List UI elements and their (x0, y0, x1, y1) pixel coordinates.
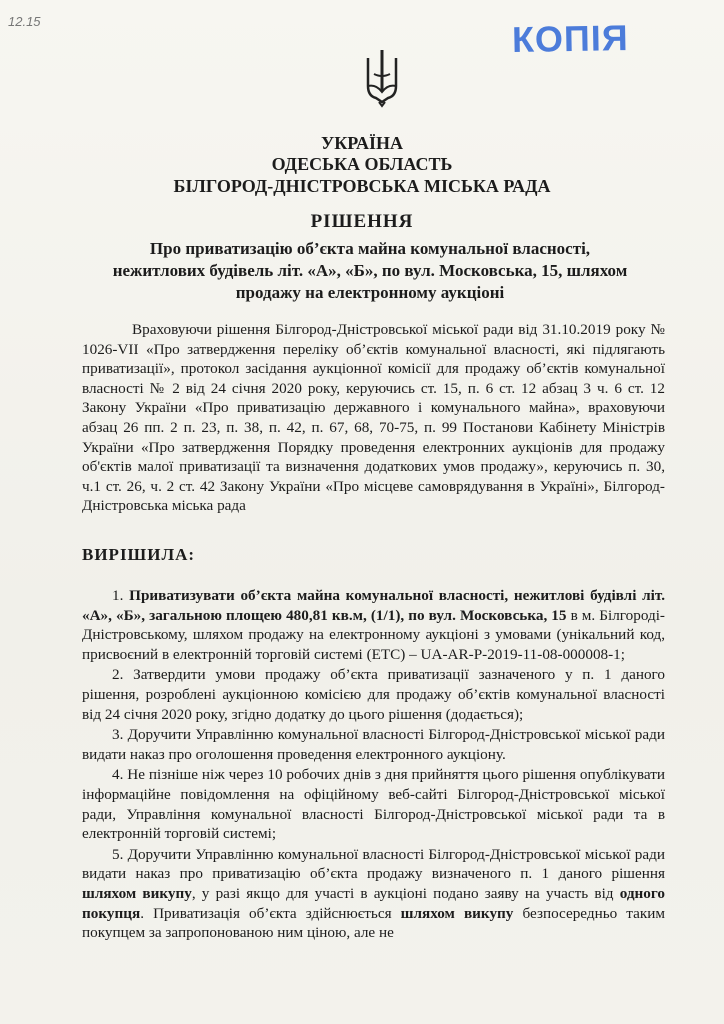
decision-item-3: 3. Доручити Управлінню комунальної власності Білгород-Дністровської міської ради видати наказ про оголошення проведення електронного аукціону. (82, 726, 665, 763)
item-1-number: 1. (112, 587, 130, 604)
item-1-rest: в м. Білгороді-Дністровському, шляхом продажу на електронному аукціоні з умовами (унікальний код, присвоєний в електронній торговій системі (ЕТС) – UA-AR-P-2019-11-08-000008-1; (82, 606, 665, 663)
decision-item-2: 2. Затвердити умови продажу об’єкта приватизації зазначеного у п. 1 даного рішення, розроблені аукціонною комісією для продажу об’єктів комунальної власності від 24 січня 2020 року, згідно додатку до цього рішення (додається); (82, 666, 665, 723)
decision-item-5 (82, 845, 665, 943)
item-5-text-e: безпосередньо таким покупцем за запропонованою ним ціною, але не (82, 904, 665, 942)
copy-stamp: КОПІЯ (511, 16, 630, 61)
title-line-3: продажу на електронному аукціоні (235, 283, 505, 302)
item-5-bold-1: шляхом викупу (82, 884, 192, 902)
title-line-1: Про приватизацію об’єкта майна комунальної власності, (149, 239, 591, 258)
header-council: БІЛГОРОД-ДНІСТРОВСЬКА МІСЬКА РАДА (173, 176, 551, 196)
decided-heading: ВИРІШИЛА: (82, 545, 196, 564)
decision-title (80, 238, 660, 304)
handwritten-note: 12.15 (8, 14, 41, 29)
trident-emblem-icon (362, 48, 402, 108)
preamble-paragraph: Враховуючи рішення Білгород-Дністровської міської ради від 31.10.2019 року № 1026-VII «Про затвердження переліку об’єктів комунальної власності, які підлягають приватизації», протокол засідання аукціонної комісії для продажу об’єктів комунальної власності № 2 від 24 січня 2020 року, керуючись ст. 15, п. 6 ст. 12 абзац 3 ч. 6 ст. 12 Закону України «Про приватизацію державного і комунального майна», враховуючи абзац 26 пп. 2 п. 23, п. 38, п. 42, п. 67, 68, 70-75, п. 99 Постанови Кабінету Міністрів України «Про затвердження Порядку проведення електронних аукціонів для продажу об'єктів малої приватизації та визначення додаткових умов продажу», керуючись п. 30, ч.1 ст. 26, ч. 2 ст. 42 Закону України «Про місцеве самоврядування в Україні», Білгород-Дністровська міська рада (82, 321, 665, 515)
header-region: ОДЕСЬКА ОБЛАСТЬ (271, 154, 453, 174)
document-type: РІШЕННЯ (310, 211, 414, 232)
decision-item-1 (82, 586, 665, 664)
decision-item-4: 4. Не пізніше ніж через 10 робочих днів з дня прийняття цього рішення опублікувати інформаційне повідомлення на офіційному веб-сайті Білгород-Дністровської міської ради, Управління комунальної власності Білгород-Дністровської міської ради та в електронній торговій системі; (82, 766, 665, 843)
item-5-text-d: . Приватизація об’єкта здійснюється (140, 904, 401, 922)
header-country: УКРАЇНА (321, 133, 403, 153)
item-5-bold-2: одного покупця (82, 884, 665, 922)
item-5-text-c: , у разі якщо для участі в аукціоні подано заяву на участь від (191, 884, 620, 902)
item-1-bold: Приватизувати об’єкта майна комунальної власності, нежитлові будівлі літ. «А», «Б», загальною площею 480,81 кв.м, (1/1), по вул. Московська, 15 (82, 587, 666, 624)
title-line-2: нежитлових будівель літ. «А», «Б», по вул. Московська, 15, шляхом (112, 261, 628, 280)
item-5-bold-3: шляхом викупу (400, 904, 514, 922)
decision-items (82, 586, 665, 943)
item-5-text-a: 5. Доручити Управлінню комунальної власності Білгород-Дністровської міської ради видати наказ про приватизацію об’єкта продажу визначеного п. 1 даного рішення (82, 845, 665, 883)
